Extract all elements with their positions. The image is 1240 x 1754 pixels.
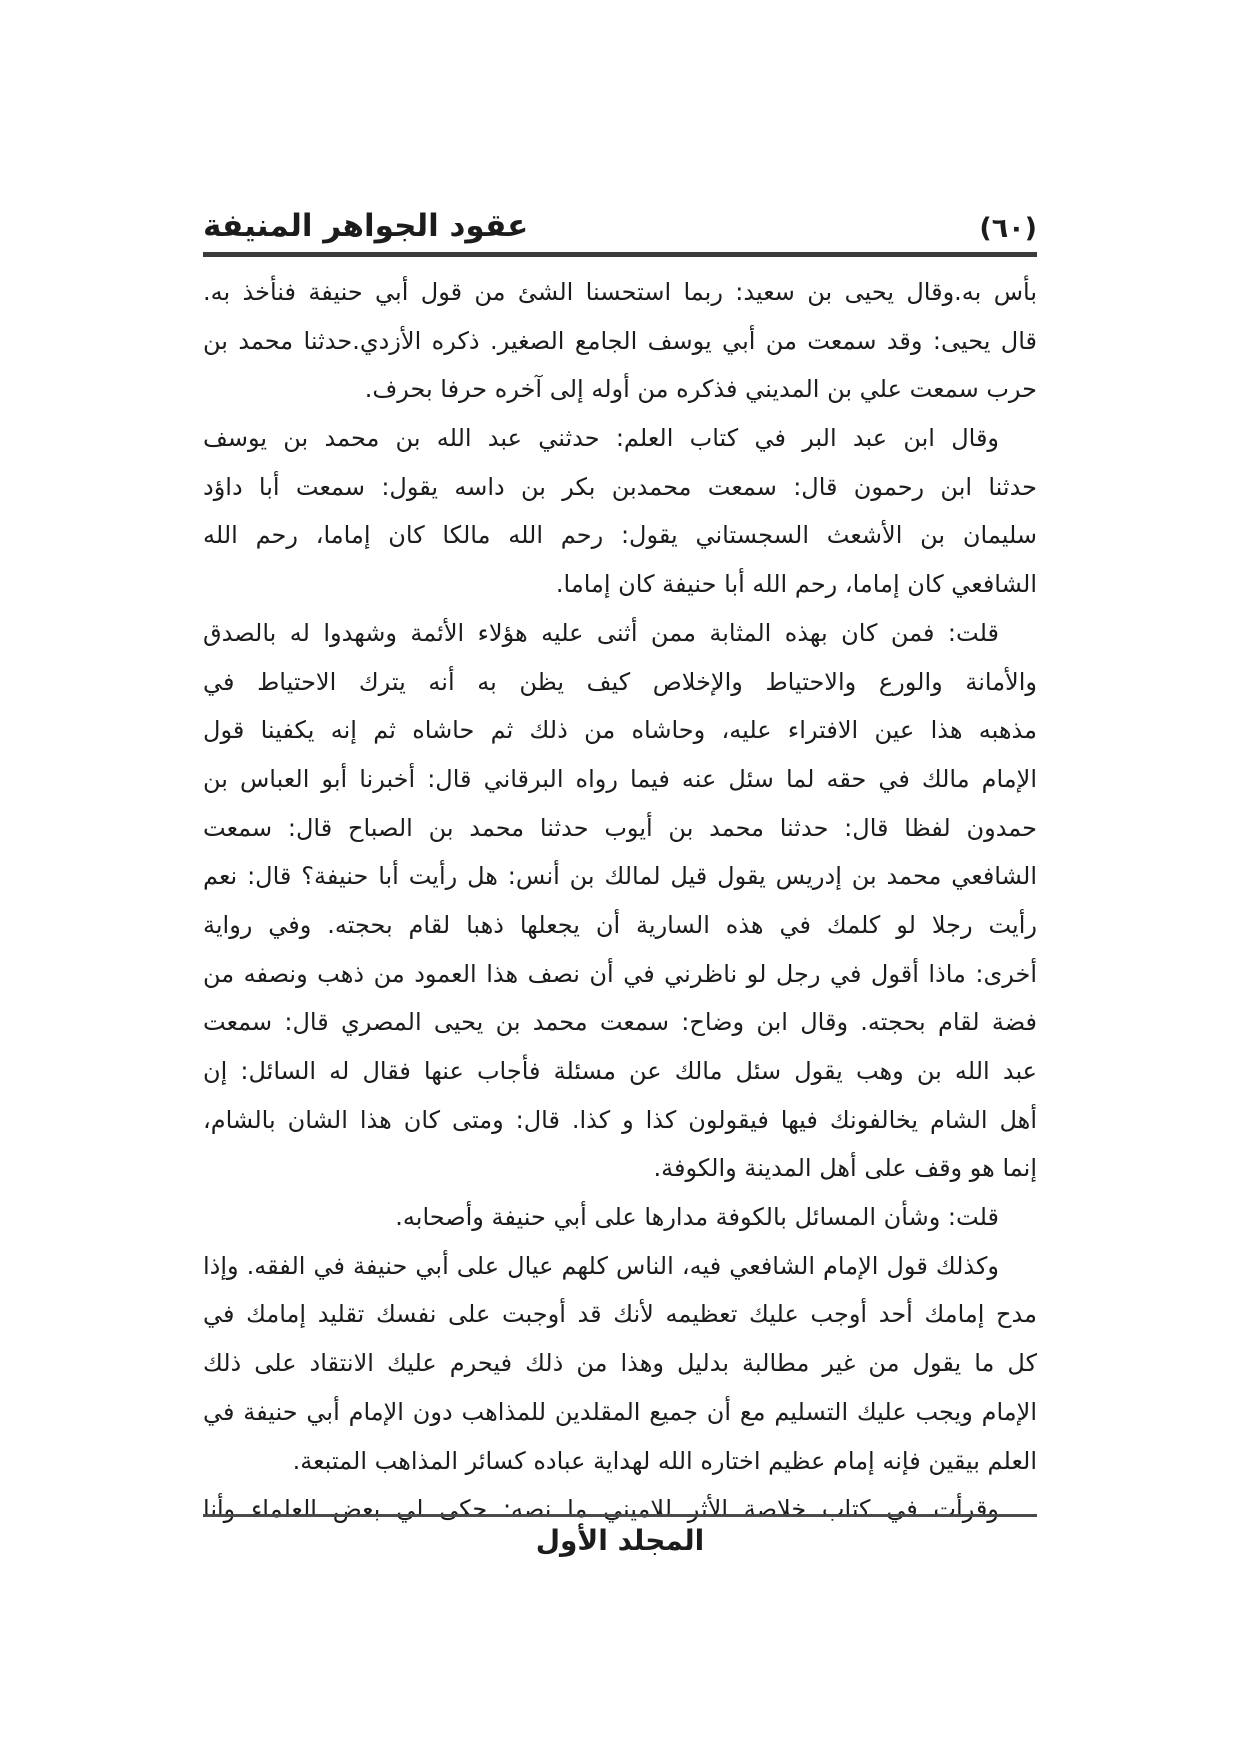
page-header <box>203 192 1037 242</box>
text-line: حرب سمعت علي بن المديني فذكره من أوله إلى آخره حرفا بحرف. <box>364 375 1037 404</box>
text-line: مذهبه هذا عين الافتراء عليه، وحاشاه من ذلك ثم حاشاه ثم إنه يكفينا قول <box>203 716 1037 745</box>
text-line: مدح إمامك أحد أوجب عليك تعظيمه لأنك قد أوجبت على نفسك تقليد إمامك في <box>203 1300 1037 1329</box>
text-line: عبد الله بن وهب يقول سئل مالك عن مسئلة فأجاب عنها فقال له السائل: إن <box>203 1057 1037 1085</box>
text-line: الإمام ويجب عليك التسليم مع أن جميع المقلدين للمذاهب دون الإمام أبي حنيفة في <box>203 1397 1037 1426</box>
text-line: وقرأت في كتاب خلاصة الأثر للاميني ما نصه: حكى لي بعض العلماء وأنا <box>203 1495 999 1524</box>
book-title: عقود الجواهر المنيفة <box>203 208 529 244</box>
text-line: أخرى: ماذا أقول في رجل لو ناظرني في أن نصف هذا العمود من ذهب ونصفه من <box>203 959 1037 988</box>
text-line: الإمام مالك في حقه لما سئل عنه فيما رواه البرقاني قال: أخبرنا أبو العباس بن <box>203 764 1037 793</box>
text-line: بأس به.وقال يحيى بن سعيد: ربما استحسنا الشئ من قول أبي حنيفة فنأخذ به. <box>203 278 1037 306</box>
header-divider <box>203 252 1037 257</box>
page-number: (٦٠) <box>979 213 1037 244</box>
text-line: والأمانة والورع والاحتياط والإخلاص كيف يظن به أنه يترك الاحتياط في <box>203 667 1037 696</box>
text-line: قلت: فمن كان بهذه المثابة ممن أثنى عليه هؤلاء الأئمة وشهدوا له بالصدق <box>203 618 999 647</box>
text-line: قلت: وشأن المسائل بالكوفة مدارها على أبي حنيفة وأصحابه. <box>395 1203 999 1232</box>
text-line: وقال ابن عبد البر في كتاب العلم: حدثني عبد الله بن محمد بن يوسف <box>203 424 999 453</box>
footer-divider <box>203 1514 1037 1517</box>
text-line: حدثنا ابن رحمون قال: سمعت محمدبن بكر بن داسه يقول: سمعت أبا داؤد <box>203 472 1037 501</box>
text-line: إنما هو وقف على أهل المدينة والكوفة. <box>653 1154 1037 1183</box>
text-line: رأيت رجلا لو كلمك في هذه السارية أن يجعلها ذهبا لقام بحجته. وفي رواية <box>203 910 1037 939</box>
page-body <box>203 268 1037 1534</box>
text-line: قال يحيى: وقد سمعت من أبي يوسف الجامع الصغير. ذكره الأزدي.حدثنا محمد بن <box>203 326 1037 355</box>
text-line: فضة لقام بحجته. وقال ابن وضاح: سمعت محمد بن يحيى المصري قال: سمعت <box>203 1008 1037 1037</box>
text-line: كل ما يقول من غير مطالبة بدليل وهذا من ذلك فيحرم عليك الانتقاد على ذلك <box>203 1349 1037 1378</box>
text-line: الشافعي كان إماما، رحم الله أبا حنيفة كان إماما. <box>555 570 1037 599</box>
text-line: سليمان بن الأشعث السجستاني يقول: رحم الله مالكا كان إماما، رحم الله <box>203 521 1037 550</box>
text-line: أهل الشام يخالفونك فيها فيقولون كذا و كذا. قال: ومتى كان هذا الشان بالشام، <box>203 1105 1037 1134</box>
text-line: الشافعي محمد بن إدريس يقول قيل لمالك بن أنس: هل رأيت أبا حنيفة؟ قال: نعم <box>203 862 1037 891</box>
text-line: وكذلك قول الإمام الشافعي فيه، الناس كلهم عيال على أبي حنيفة في الفقه. وإذا <box>203 1251 999 1280</box>
volume-label: المجلد الأول <box>535 1524 705 1557</box>
text-line: حمدون لفظا قال: حدثنا محمد بن أيوب حدثنا محمد بن الصباح قال: سمعت <box>203 813 1037 842</box>
text-line: العلم بيقين فإنه إمام عظيم اختاره الله لهداية عباده كسائر المذاهب المتبعة. <box>292 1446 1037 1475</box>
